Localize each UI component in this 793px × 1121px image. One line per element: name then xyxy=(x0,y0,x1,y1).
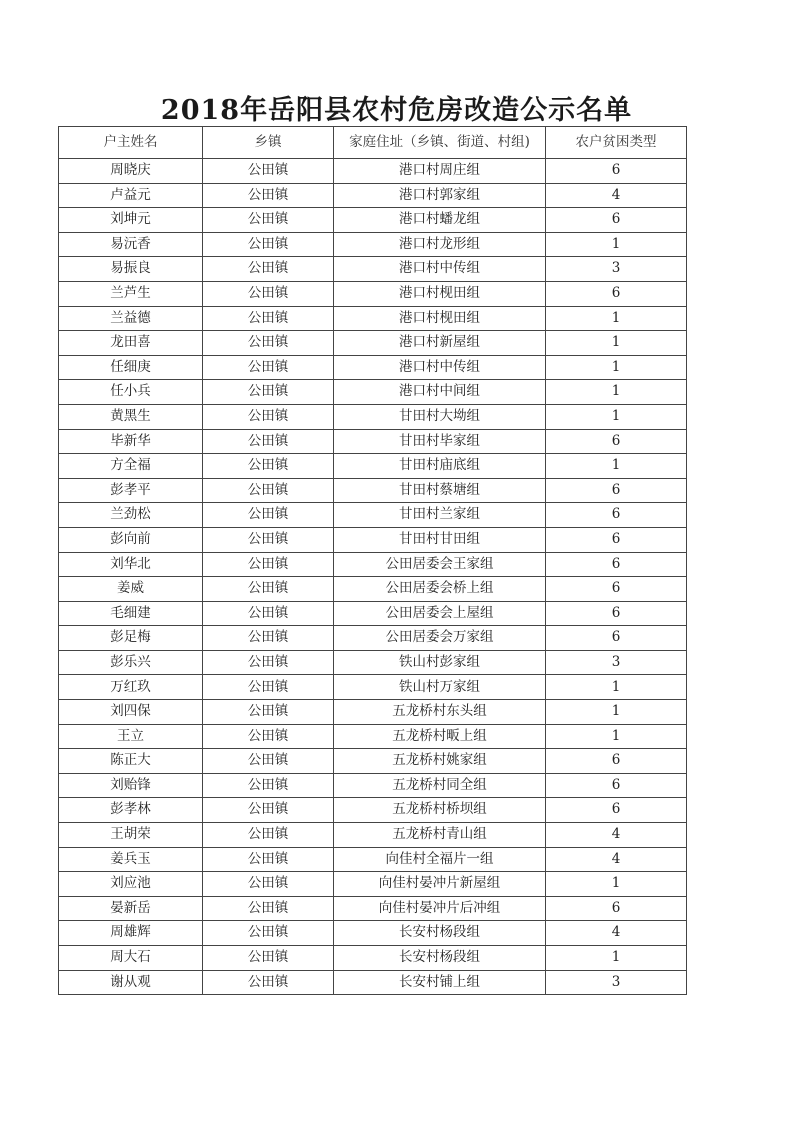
cell-address: 港口村龙形组 xyxy=(334,232,546,257)
cell-household-head: 刘坤元 xyxy=(59,208,203,233)
table-row xyxy=(59,675,687,700)
header-poverty-type: 农户贫困类型 xyxy=(546,127,687,159)
cell-poverty-type: 6 xyxy=(546,208,687,233)
cell-household-head: 彭向前 xyxy=(59,527,203,552)
table-row xyxy=(59,208,687,233)
cell-household-head: 刘贻锋 xyxy=(59,773,203,798)
cell-address: 港口村郭家组 xyxy=(334,183,546,208)
cell-poverty-type: 1 xyxy=(546,232,687,257)
cell-address: 五龙桥村东头组 xyxy=(334,700,546,725)
cell-town: 公田镇 xyxy=(203,896,334,921)
table-row xyxy=(59,380,687,405)
cell-address: 长安村杨段组 xyxy=(334,921,546,946)
cell-poverty-type: 6 xyxy=(546,429,687,454)
cell-household-head: 易沅香 xyxy=(59,232,203,257)
cell-household-head: 毛细建 xyxy=(59,601,203,626)
cell-town: 公田镇 xyxy=(203,208,334,233)
cell-poverty-type: 6 xyxy=(546,798,687,823)
cell-household-head: 万红玖 xyxy=(59,675,203,700)
cell-poverty-type: 6 xyxy=(546,478,687,503)
cell-town: 公田镇 xyxy=(203,798,334,823)
cell-town: 公田镇 xyxy=(203,847,334,872)
cell-town: 公田镇 xyxy=(203,946,334,971)
cell-address: 港口村枧田组 xyxy=(334,281,546,306)
cell-town: 公田镇 xyxy=(203,306,334,331)
table-row xyxy=(59,577,687,602)
cell-town: 公田镇 xyxy=(203,970,334,995)
cell-household-head: 姜兵玉 xyxy=(59,847,203,872)
cell-town: 公田镇 xyxy=(203,257,334,282)
cell-poverty-type: 1 xyxy=(546,355,687,380)
cell-poverty-type: 1 xyxy=(546,724,687,749)
cell-poverty-type: 4 xyxy=(546,183,687,208)
cell-town: 公田镇 xyxy=(203,527,334,552)
cell-address: 甘田村蔡塘组 xyxy=(334,478,546,503)
cell-poverty-type: 6 xyxy=(546,159,687,184)
table-row xyxy=(59,159,687,184)
cell-town: 公田镇 xyxy=(203,700,334,725)
table-row xyxy=(59,823,687,848)
cell-address: 公田居委会桥上组 xyxy=(334,577,546,602)
table-row xyxy=(59,601,687,626)
cell-poverty-type: 6 xyxy=(546,749,687,774)
cell-household-head: 刘华北 xyxy=(59,552,203,577)
cell-household-head: 周大石 xyxy=(59,946,203,971)
cell-address: 五龙桥村畈上组 xyxy=(334,724,546,749)
cell-poverty-type: 1 xyxy=(546,306,687,331)
table-row xyxy=(59,306,687,331)
cell-household-head: 卢益元 xyxy=(59,183,203,208)
table-header-row xyxy=(59,127,687,159)
cell-town: 公田镇 xyxy=(203,404,334,429)
cell-address: 铁山村彭家组 xyxy=(334,650,546,675)
header-household-head: 户主姓名 xyxy=(59,127,203,159)
cell-town: 公田镇 xyxy=(203,503,334,528)
housing-roster-table xyxy=(58,126,687,995)
cell-address: 港口村中传组 xyxy=(334,355,546,380)
cell-household-head: 王立 xyxy=(59,724,203,749)
cell-address: 港口村枧田组 xyxy=(334,306,546,331)
cell-town: 公田镇 xyxy=(203,355,334,380)
cell-household-head: 任细庚 xyxy=(59,355,203,380)
cell-poverty-type: 6 xyxy=(546,773,687,798)
cell-town: 公田镇 xyxy=(203,675,334,700)
page-title: 2018年岳阳县农村危房改造公示名单 xyxy=(160,95,633,126)
cell-household-head: 兰益德 xyxy=(59,306,203,331)
cell-poverty-type: 1 xyxy=(546,404,687,429)
cell-address: 甘田村兰家组 xyxy=(334,503,546,528)
cell-household-head: 兰劲松 xyxy=(59,503,203,528)
cell-poverty-type: 6 xyxy=(546,577,687,602)
cell-household-head: 易振良 xyxy=(59,257,203,282)
cell-household-head: 彭孝平 xyxy=(59,478,203,503)
cell-poverty-type: 3 xyxy=(546,650,687,675)
table-row xyxy=(59,257,687,282)
cell-household-head: 方全福 xyxy=(59,454,203,479)
table-row xyxy=(59,724,687,749)
cell-town: 公田镇 xyxy=(203,159,334,184)
cell-address: 港口村新屋组 xyxy=(334,331,546,356)
cell-town: 公田镇 xyxy=(203,650,334,675)
cell-address: 公田居委会万家组 xyxy=(334,626,546,651)
cell-household-head: 陈正大 xyxy=(59,749,203,774)
cell-poverty-type: 1 xyxy=(546,675,687,700)
cell-address: 甘田村庙底组 xyxy=(334,454,546,479)
cell-town: 公田镇 xyxy=(203,601,334,626)
table-row xyxy=(59,454,687,479)
cell-household-head: 刘四保 xyxy=(59,700,203,725)
table-row xyxy=(59,626,687,651)
cell-address: 甘田村甘田组 xyxy=(334,527,546,552)
header-address: 家庭住址（乡镇、街道、村组) xyxy=(334,127,546,159)
table-row xyxy=(59,355,687,380)
table-row xyxy=(59,773,687,798)
cell-household-head: 兰芦生 xyxy=(59,281,203,306)
cell-poverty-type: 3 xyxy=(546,257,687,282)
cell-address: 港口村中传组 xyxy=(334,257,546,282)
table-row xyxy=(59,872,687,897)
cell-town: 公田镇 xyxy=(203,183,334,208)
cell-poverty-type: 4 xyxy=(546,921,687,946)
cell-address: 五龙桥村青山组 xyxy=(334,823,546,848)
table-body xyxy=(59,159,687,995)
table-row xyxy=(59,650,687,675)
cell-household-head: 彭足梅 xyxy=(59,626,203,651)
cell-town: 公田镇 xyxy=(203,232,334,257)
cell-address: 向佳村晏冲片后冲组 xyxy=(334,896,546,921)
table-row xyxy=(59,921,687,946)
cell-address: 港口村中间组 xyxy=(334,380,546,405)
table-row xyxy=(59,552,687,577)
cell-town: 公田镇 xyxy=(203,331,334,356)
table-row xyxy=(59,946,687,971)
cell-town: 公田镇 xyxy=(203,429,334,454)
table-row xyxy=(59,700,687,725)
cell-poverty-type: 1 xyxy=(546,454,687,479)
cell-poverty-type: 6 xyxy=(546,527,687,552)
table-row xyxy=(59,429,687,454)
table-row xyxy=(59,232,687,257)
cell-poverty-type: 1 xyxy=(546,331,687,356)
cell-poverty-type: 1 xyxy=(546,946,687,971)
cell-town: 公田镇 xyxy=(203,552,334,577)
cell-poverty-type: 6 xyxy=(546,896,687,921)
cell-address: 五龙桥村同全组 xyxy=(334,773,546,798)
cell-household-head: 毕新华 xyxy=(59,429,203,454)
cell-town: 公田镇 xyxy=(203,724,334,749)
table-row xyxy=(59,478,687,503)
cell-address: 向佳村全福片一组 xyxy=(334,847,546,872)
cell-household-head: 周雄辉 xyxy=(59,921,203,946)
cell-poverty-type: 4 xyxy=(546,847,687,872)
cell-address: 五龙桥村姚家组 xyxy=(334,749,546,774)
cell-poverty-type: 1 xyxy=(546,700,687,725)
cell-town: 公田镇 xyxy=(203,380,334,405)
cell-address: 长安村杨段组 xyxy=(334,946,546,971)
cell-town: 公田镇 xyxy=(203,577,334,602)
table-row xyxy=(59,896,687,921)
cell-household-head: 黄黑生 xyxy=(59,404,203,429)
cell-town: 公田镇 xyxy=(203,823,334,848)
table-row xyxy=(59,847,687,872)
cell-address: 甘田村大坳组 xyxy=(334,404,546,429)
cell-poverty-type: 6 xyxy=(546,626,687,651)
cell-town: 公田镇 xyxy=(203,749,334,774)
cell-household-head: 任小兵 xyxy=(59,380,203,405)
cell-town: 公田镇 xyxy=(203,872,334,897)
cell-household-head: 彭孝林 xyxy=(59,798,203,823)
cell-address: 甘田村毕家组 xyxy=(334,429,546,454)
cell-poverty-type: 6 xyxy=(546,281,687,306)
cell-poverty-type: 3 xyxy=(546,970,687,995)
cell-address: 五龙桥村桥坝组 xyxy=(334,798,546,823)
table-row xyxy=(59,404,687,429)
table-row xyxy=(59,749,687,774)
cell-household-head: 周晓庆 xyxy=(59,159,203,184)
table-row xyxy=(59,281,687,306)
cell-household-head: 龙田喜 xyxy=(59,331,203,356)
cell-address: 向佳村晏冲片新屋组 xyxy=(334,872,546,897)
table-row xyxy=(59,970,687,995)
cell-household-head: 彭乐兴 xyxy=(59,650,203,675)
cell-poverty-type: 4 xyxy=(546,823,687,848)
cell-poverty-type: 6 xyxy=(546,601,687,626)
cell-household-head: 姜威 xyxy=(59,577,203,602)
header-town: 乡镇 xyxy=(203,127,334,159)
table-row xyxy=(59,527,687,552)
cell-town: 公田镇 xyxy=(203,281,334,306)
table-row xyxy=(59,798,687,823)
cell-address: 公田居委会上屋组 xyxy=(334,601,546,626)
cell-address: 长安村铺上组 xyxy=(334,970,546,995)
table-row xyxy=(59,503,687,528)
table-row xyxy=(59,183,687,208)
cell-address: 铁山村万家组 xyxy=(334,675,546,700)
cell-household-head: 刘应池 xyxy=(59,872,203,897)
cell-poverty-type: 6 xyxy=(546,503,687,528)
cell-town: 公田镇 xyxy=(203,921,334,946)
cell-town: 公田镇 xyxy=(203,478,334,503)
cell-poverty-type: 6 xyxy=(546,552,687,577)
cell-town: 公田镇 xyxy=(203,626,334,651)
cell-address: 港口村蟠龙组 xyxy=(334,208,546,233)
cell-address: 港口村周庄组 xyxy=(334,159,546,184)
cell-town: 公田镇 xyxy=(203,773,334,798)
cell-town: 公田镇 xyxy=(203,454,334,479)
cell-poverty-type: 1 xyxy=(546,872,687,897)
cell-household-head: 谢从观 xyxy=(59,970,203,995)
table-row xyxy=(59,331,687,356)
cell-household-head: 晏新岳 xyxy=(59,896,203,921)
cell-household-head: 王胡荣 xyxy=(59,823,203,848)
cell-address: 公田居委会王家组 xyxy=(334,552,546,577)
cell-poverty-type: 1 xyxy=(546,380,687,405)
